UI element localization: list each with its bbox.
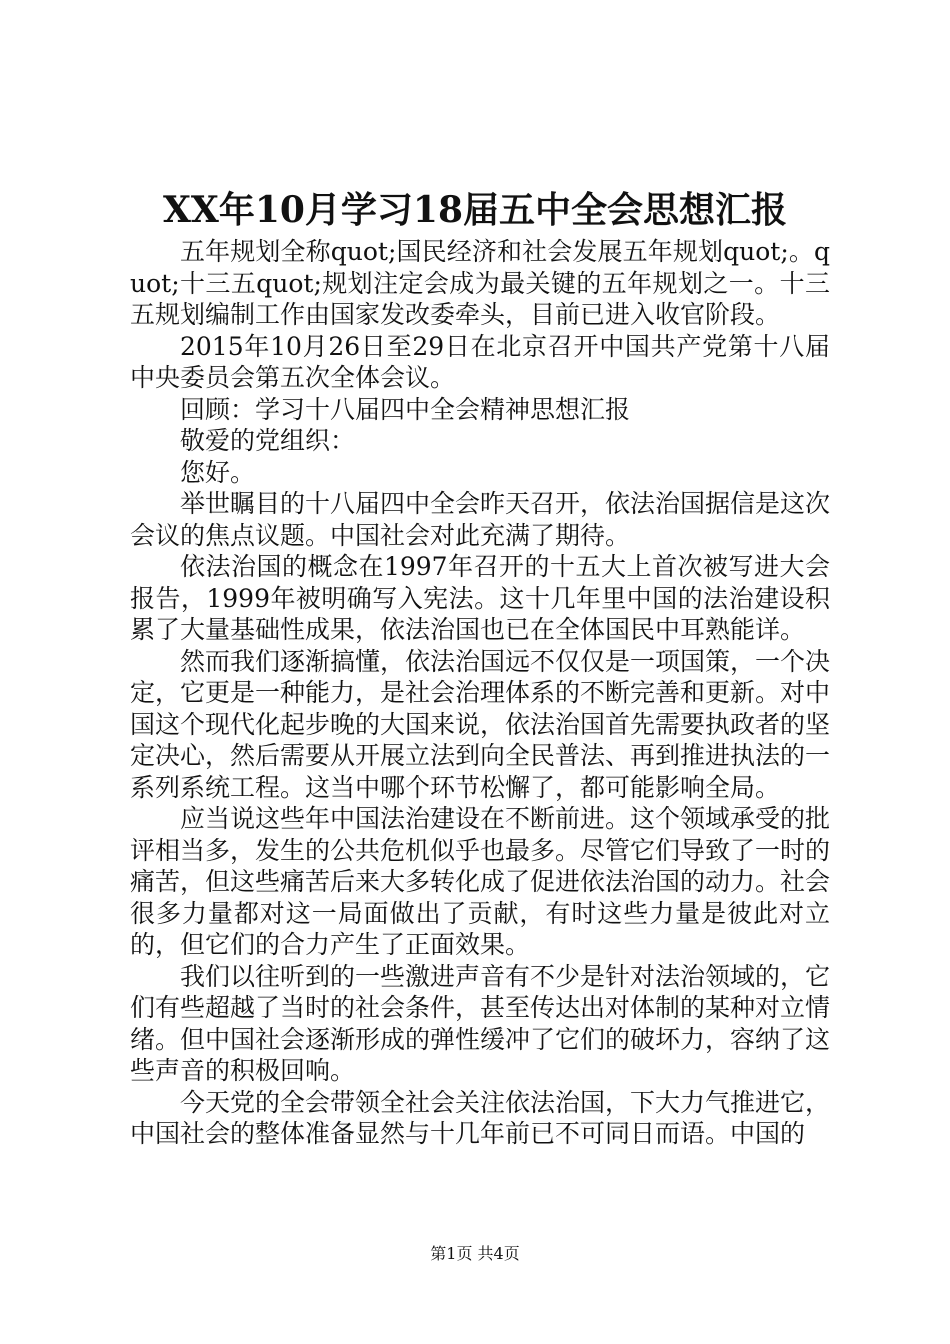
greeting: 您好。 <box>180 457 256 487</box>
salutation: 敬爱的党组织： <box>180 426 356 455</box>
paragraph: 应当说这些年中国法治建设在不断前进。这个领域承受的批评相当多，发生的公共危机似乎也最多。尽管它们导致了一时的痛苦，但这些痛苦后来大多转化成了促进依法治国的动力。社会很多力量都对这一局面做出了贡献，有时这些力量是彼此对立的，但它们的合力产生了正面效果。 <box>130 804 831 959</box>
page-footer: 第1页 共4页 <box>430 1244 520 1263</box>
paragraph: 回顾：学习十八届四中全会精神思想汇报 <box>180 394 631 424</box>
paragraph: 2015年10月26日至29日在北京召开中国共产党第十八届中央委员会第五次全体会议。 <box>130 331 830 392</box>
paragraph: 今天党的全会带领全社会关注依法治国，下大力气推进它，中国社会的整体准备显然与十几年前已不可同日而语。中国的 <box>130 1087 831 1148</box>
paragraph: 然而我们逐渐搞懂，依法治国远不仅仅是一项国策，一个决定，它更是一种能力，是社会治理体系的不断完善和更新。对中国这个现代化起步晚的大国来说，依法治国首先需要执政者的坚定决心，然后需要从开展立法到向全民普法、再到推进执法的一系列系统工程。这当中哪个环节松懈了，都可能影响全局。 <box>130 646 831 802</box>
paragraph: 我们以往听到的一些激进声音有不少是针对法治领域的，它们有些超越了当时的社会条件，甚至传达出对体制的某种对立情绪。但中国社会逐渐形成的弹性缓冲了它们的破坏力，容纳了这些声音的积极回响。 <box>130 961 831 1085</box>
paragraph: 依法治国的概念在1997年召开的十五大上首次被写进大会报告，1999年被明确写入宪法。这十几年里中国的法治建设积累了大量基础性成果，依法治国也已在全体国民中耳熟能详。 <box>130 552 830 644</box>
document-title: XX年10月学习18届五中全会思想汇报 <box>162 189 788 231</box>
paragraph: 举世瞩目的十八届四中全会昨天召开，依法治国据信是这次会议的焦点议题。中国社会对此充满了期待。 <box>130 489 831 550</box>
paragraph: 五年规划全称quot;国民经济和社会发展五年规划quot;。quot;十三五quot;规划注定会成为最关键的五年规划之一。十三五规划编制工作由国家发改委牵头，目前已进入收官阶段。 <box>130 237 830 329</box>
document-body <box>130 236 830 1150</box>
